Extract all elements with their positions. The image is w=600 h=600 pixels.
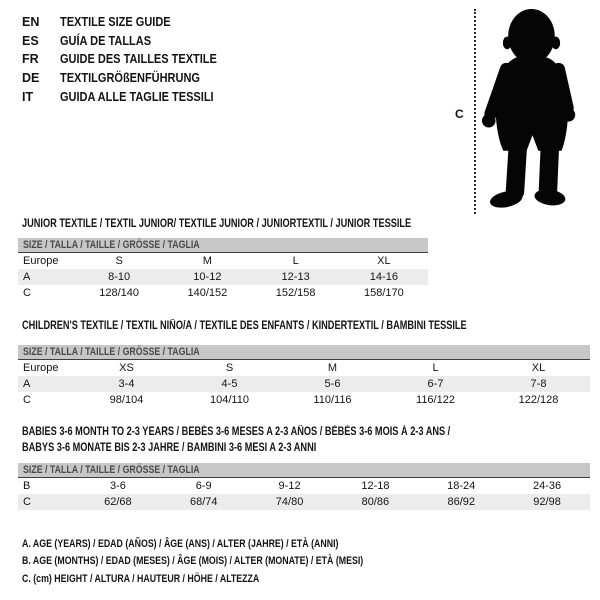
table-row-height xyxy=(18,285,428,301)
footnote-c-text: C. (cm) HEIGHT / ALTURA / HAUTEUR / HÖHE / ALTEZZA xyxy=(22,572,260,585)
cell: 12-18 xyxy=(361,480,390,492)
cell: 3-4 xyxy=(118,378,135,390)
cell: 158/170 xyxy=(363,287,404,299)
lang-title: TEXTILE SIZE GUIDE xyxy=(60,15,171,30)
children-section-heading xyxy=(22,318,578,334)
size-header-text: SIZE / TALLA / TAILLE / GRÖSSE / TAGLIA xyxy=(23,346,200,358)
cell: 62/68 xyxy=(104,496,132,508)
lang-code: IT xyxy=(22,89,34,104)
babies-heading-line1: BABIES 3-6 MONTH TO 2-3 YEARS / BEBÉS 3-6 MESES A 2-3 AÑOS / BÉBÉS 3-6 MOIS À 2-3 ANS / xyxy=(22,426,451,438)
row-label: A xyxy=(23,378,31,390)
cell: 128/140 xyxy=(99,287,139,299)
lang-row-en xyxy=(22,13,238,32)
junior-heading-text: JUNIOR TEXTILE / TEXTIL JUNIOR/ TEXTILE JUNIOR / JUNIORTEXTIL / JUNIOR TESSILE xyxy=(22,218,412,230)
size-header-bar xyxy=(18,345,590,360)
cell: 18-24 xyxy=(447,480,476,492)
lang-title: TEXTILGRÖßENFÜHRUNG xyxy=(60,71,200,86)
babies-heading-line2: BABYS 3-6 MONATE BIS 2-3 JAHRE / BAMBINI 3-6 MESI A 2-3 ANNI xyxy=(22,442,317,454)
cell: 24-36 xyxy=(532,480,562,492)
cell: 14-16 xyxy=(369,271,398,283)
lang-code: ES xyxy=(22,33,39,48)
cell: 152/158 xyxy=(275,287,316,299)
lang-code: DE xyxy=(22,71,40,86)
cell: 86/92 xyxy=(447,496,475,508)
footnote-b-text: B. AGE (MONTHS) / EDAD (MESES) / ÂGE (MOIS) / ALTER (MONATE) / ETÀ (MESI) xyxy=(22,555,364,568)
table-row-age xyxy=(18,269,428,285)
lang-title: GUÍA DE TALLAS xyxy=(60,33,152,48)
cell: S xyxy=(225,362,234,374)
lang-row-it xyxy=(22,87,238,106)
cell: 6-7 xyxy=(427,378,444,390)
children-heading-text: CHILDREN'S TEXTILE / TEXTIL NIÑO/A / TEXTILE DES ENFANTS / KINDERTEXTIL / BAMBINI TESSILE xyxy=(22,320,467,332)
cell: 4-5 xyxy=(221,378,238,390)
lang-code: EN xyxy=(22,15,40,30)
row-label: C xyxy=(23,496,31,508)
cell: L xyxy=(432,362,439,374)
cell: 5-6 xyxy=(324,378,341,390)
row-label: Europe xyxy=(23,255,59,267)
size-header-text: SIZE / TALLA / TAILLE / GRÖSSE / TAGLIA xyxy=(23,239,200,251)
table-row-age xyxy=(18,376,590,392)
lang-title: GUIDA ALLE TAGLIE TESSILI xyxy=(60,89,214,104)
babies-size-table xyxy=(18,463,590,510)
lang-row-es xyxy=(22,32,238,51)
cell: 74/80 xyxy=(275,496,304,508)
row-label: C xyxy=(23,287,31,299)
lang-code: FR xyxy=(22,52,39,67)
table-row-europe xyxy=(18,360,590,376)
footnote-b xyxy=(22,553,449,570)
table-row-height xyxy=(18,494,590,510)
junior-section-heading xyxy=(22,216,508,232)
cell: 9-12 xyxy=(278,480,301,492)
cell: 68/74 xyxy=(189,496,218,508)
children-size-table xyxy=(18,345,590,408)
cell: 110/116 xyxy=(313,394,352,406)
cell: M xyxy=(327,362,338,374)
language-list xyxy=(22,13,238,106)
cell: XS xyxy=(119,362,134,374)
cell: 6-9 xyxy=(195,480,212,492)
cell: XL xyxy=(377,255,391,267)
babies-section-heading xyxy=(22,424,557,456)
cell: 12-13 xyxy=(281,271,310,283)
size-header-text: SIZE / TALLA / TAILLE / GRÖSSE / TAGLIA xyxy=(23,464,200,476)
size-header-bar xyxy=(18,463,590,478)
cell: 8-10 xyxy=(108,271,131,283)
cell: 3-6 xyxy=(109,480,126,492)
cell: 140/152 xyxy=(187,287,228,299)
row-label: A xyxy=(23,271,31,283)
cell: 104/110 xyxy=(210,394,249,406)
baby-silhouette-icon xyxy=(480,7,582,211)
height-measure-dotted-line xyxy=(474,9,476,214)
table-row-europe xyxy=(18,253,428,269)
cell: XL xyxy=(531,362,546,374)
cell: L xyxy=(292,255,299,267)
footnotes xyxy=(22,536,449,588)
lang-row-fr xyxy=(22,50,238,69)
height-measure-label: C xyxy=(455,107,464,121)
row-label: Europe xyxy=(23,362,59,374)
lang-row-de xyxy=(22,69,238,88)
cell: 92/98 xyxy=(533,496,561,508)
row-label: C xyxy=(23,394,31,406)
cell: S xyxy=(115,255,123,267)
cell: 10-12 xyxy=(193,271,222,283)
lang-title: GUIDE DES TAILLES TEXTILE xyxy=(60,52,217,67)
footnote-a xyxy=(22,536,449,553)
cell: 80/86 xyxy=(361,496,390,508)
cell: 7-8 xyxy=(530,378,547,390)
row-label: B xyxy=(23,480,31,492)
table-row-height xyxy=(18,392,590,408)
table-row-age-months xyxy=(18,478,590,494)
cell: 116/122 xyxy=(416,394,455,406)
size-header-bar xyxy=(18,238,428,253)
footnote-c xyxy=(22,571,449,588)
cell: 122/128 xyxy=(518,394,559,406)
footnote-a-text: A. AGE (YEARS) / EDAD (AÑOS) / ÂGE (ANS) / ALTER (JAHRE) / ETÀ (ANNI) xyxy=(22,538,339,550)
figure-baby-height xyxy=(450,5,595,217)
cell: 98/104 xyxy=(109,394,144,406)
cell: M xyxy=(202,255,212,267)
junior-size-table xyxy=(18,238,428,301)
